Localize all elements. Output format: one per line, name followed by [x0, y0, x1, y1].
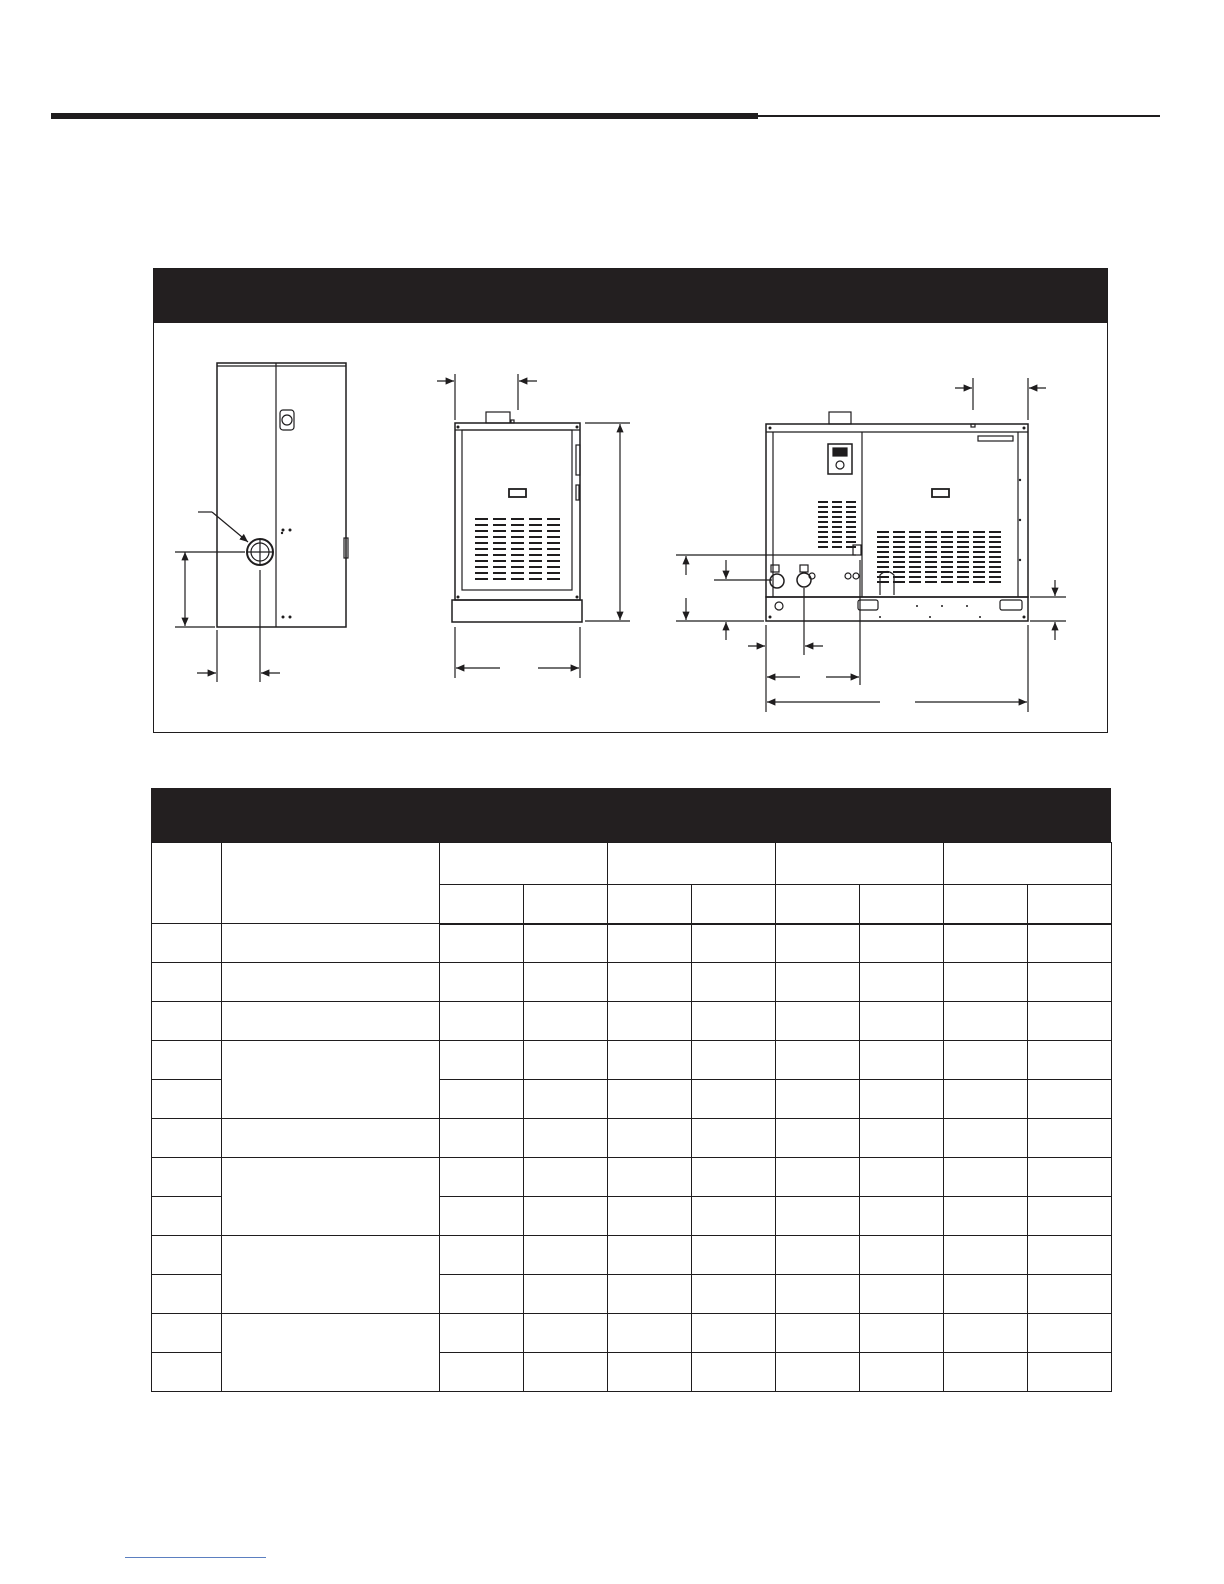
- dim-cell: [152, 1080, 222, 1119]
- value-cell: [692, 1002, 776, 1041]
- value-cell: [944, 963, 1028, 1002]
- value-cell: [608, 1041, 692, 1080]
- table-row: [152, 1041, 1112, 1080]
- value-cell: [860, 963, 944, 1002]
- description-cell: [222, 1119, 440, 1158]
- value-cell: [440, 1119, 524, 1158]
- value-cell: [860, 1353, 944, 1392]
- unit-subheader: [860, 885, 944, 924]
- value-cell: [944, 1119, 1028, 1158]
- value-cell: [776, 924, 860, 963]
- value-cell: [860, 1080, 944, 1119]
- value-cell: [692, 924, 776, 963]
- value-cell: [1028, 1353, 1112, 1392]
- dim-cell: [152, 1353, 222, 1392]
- value-cell: [524, 1119, 608, 1158]
- value-cell: [524, 1275, 608, 1314]
- value-cell: [860, 1002, 944, 1041]
- unit-subheader: [944, 885, 1028, 924]
- value-cell: [608, 1080, 692, 1119]
- value-cell: [1028, 1197, 1112, 1236]
- value-cell: [1028, 1236, 1112, 1275]
- value-cell: [524, 1041, 608, 1080]
- value-cell: [1028, 1314, 1112, 1353]
- description-header-cell: [222, 843, 440, 924]
- value-cell: [1028, 1002, 1112, 1041]
- value-cell: [1028, 1041, 1112, 1080]
- rear-louvers-right: [877, 532, 1001, 582]
- description-cell: [222, 1236, 440, 1314]
- dimension-drawings: [0, 0, 1224, 760]
- value-cell: [524, 1002, 608, 1041]
- value-cell: [944, 1041, 1028, 1080]
- value-cell: [692, 963, 776, 1002]
- side-view: [175, 363, 348, 682]
- value-cell: [776, 1197, 860, 1236]
- value-cell: [776, 1275, 860, 1314]
- value-cell: [1028, 1080, 1112, 1119]
- value-cell: [692, 1236, 776, 1275]
- value-cell: [776, 1041, 860, 1080]
- value-cell: [608, 1236, 692, 1275]
- value-cell: [608, 1158, 692, 1197]
- dim-cell: [152, 1002, 222, 1041]
- dim-header-cell: [152, 843, 222, 924]
- value-cell: [440, 1080, 524, 1119]
- value-cell: [1028, 963, 1112, 1002]
- table-row: [152, 1002, 1112, 1041]
- value-cell: [860, 1197, 944, 1236]
- model-group-header: [776, 843, 944, 885]
- dim-cell: [152, 1236, 222, 1275]
- value-cell: [440, 1275, 524, 1314]
- table-row: [152, 1314, 1112, 1353]
- value-cell: [692, 1314, 776, 1353]
- value-cell: [440, 1002, 524, 1041]
- value-cell: [692, 1158, 776, 1197]
- value-cell: [524, 1197, 608, 1236]
- value-cell: [944, 1314, 1028, 1353]
- value-cell: [692, 1275, 776, 1314]
- dim-cell: [152, 1041, 222, 1080]
- table-row: [152, 1236, 1112, 1275]
- dim-cell: [152, 1314, 222, 1353]
- description-cell: [222, 1041, 440, 1119]
- value-cell: [608, 1197, 692, 1236]
- value-cell: [944, 1236, 1028, 1275]
- dimensions-table: [151, 842, 1112, 1392]
- description-cell: [222, 1002, 440, 1041]
- table-row: [152, 1119, 1112, 1158]
- value-cell: [608, 1002, 692, 1041]
- description-cell: [222, 924, 440, 963]
- value-cell: [944, 1080, 1028, 1119]
- value-cell: [440, 1353, 524, 1392]
- value-cell: [440, 1236, 524, 1275]
- value-cell: [440, 924, 524, 963]
- value-cell: [860, 1158, 944, 1197]
- value-cell: [776, 1236, 860, 1275]
- front-view: [437, 374, 630, 678]
- value-cell: [524, 924, 608, 963]
- value-cell: [944, 924, 1028, 963]
- value-cell: [440, 1197, 524, 1236]
- value-cell: [524, 1314, 608, 1353]
- value-cell: [524, 1353, 608, 1392]
- value-cell: [524, 1080, 608, 1119]
- value-cell: [944, 1353, 1028, 1392]
- value-cell: [944, 1275, 1028, 1314]
- description-cell: [222, 1314, 440, 1392]
- value-cell: [608, 1353, 692, 1392]
- value-cell: [692, 1041, 776, 1080]
- value-cell: [440, 1158, 524, 1197]
- dim-cell: [152, 1158, 222, 1197]
- value-cell: [524, 963, 608, 1002]
- value-cell: [692, 1119, 776, 1158]
- dim-cell: [152, 1197, 222, 1236]
- unit-subheader: [1028, 885, 1112, 924]
- unit-subheader: [440, 885, 524, 924]
- value-cell: [776, 1353, 860, 1392]
- dim-cell: [152, 924, 222, 963]
- table-row: [152, 1158, 1112, 1197]
- value-cell: [860, 1041, 944, 1080]
- description-cell: [222, 963, 440, 1002]
- value-cell: [776, 963, 860, 1002]
- model-group-header: [440, 843, 608, 885]
- value-cell: [860, 1236, 944, 1275]
- table-row: [152, 924, 1112, 963]
- value-cell: [776, 1119, 860, 1158]
- value-cell: [440, 963, 524, 1002]
- value-cell: [860, 1314, 944, 1353]
- footer-link-underline: [125, 1557, 266, 1558]
- unit-subheader: [524, 885, 608, 924]
- value-cell: [440, 1314, 524, 1353]
- value-cell: [1028, 1275, 1112, 1314]
- value-cell: [692, 1080, 776, 1119]
- value-cell: [776, 1002, 860, 1041]
- unit-subheader: [608, 885, 692, 924]
- value-cell: [860, 924, 944, 963]
- value-cell: [1028, 1158, 1112, 1197]
- rear-louvers-left: [818, 502, 856, 547]
- dimensions-table-title-bar: [151, 788, 1111, 842]
- value-cell: [776, 1080, 860, 1119]
- value-cell: [608, 1275, 692, 1314]
- value-cell: [692, 1353, 776, 1392]
- value-cell: [776, 1314, 860, 1353]
- description-cell: [222, 1158, 440, 1236]
- value-cell: [524, 1236, 608, 1275]
- value-cell: [440, 1041, 524, 1080]
- value-cell: [944, 1002, 1028, 1041]
- dim-cell: [152, 1275, 222, 1314]
- value-cell: [608, 1314, 692, 1353]
- dim-cell: [152, 963, 222, 1002]
- value-cell: [608, 924, 692, 963]
- value-cell: [860, 1119, 944, 1158]
- model-group-header: [608, 843, 776, 885]
- table-header-row: [152, 843, 1112, 885]
- value-cell: [1028, 1119, 1112, 1158]
- value-cell: [776, 1158, 860, 1197]
- value-cell: [692, 1197, 776, 1236]
- front-louvers: [475, 519, 560, 579]
- unit-subheader: [692, 885, 776, 924]
- unit-subheader: [776, 885, 860, 924]
- value-cell: [1028, 924, 1112, 963]
- value-cell: [608, 1119, 692, 1158]
- value-cell: [944, 1158, 1028, 1197]
- model-group-header: [944, 843, 1112, 885]
- rear-view: [676, 378, 1066, 712]
- dim-cell: [152, 1119, 222, 1158]
- table-row: [152, 963, 1112, 1002]
- value-cell: [860, 1275, 944, 1314]
- value-cell: [608, 963, 692, 1002]
- value-cell: [944, 1197, 1028, 1236]
- value-cell: [524, 1158, 608, 1197]
